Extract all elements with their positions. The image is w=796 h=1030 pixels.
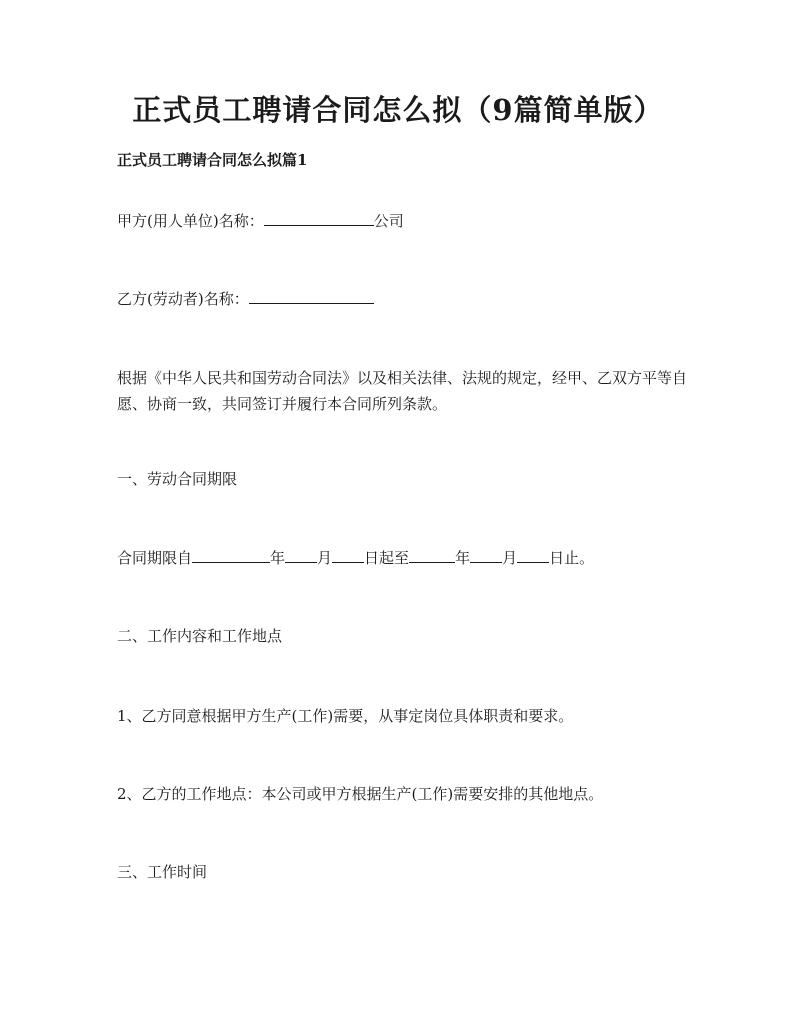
term-day-from: 日起至: [364, 549, 410, 567]
party-b-line: [117, 286, 687, 312]
contract-term-line: [117, 545, 687, 571]
party-a-line: [117, 208, 687, 234]
party-a-name-blank: [264, 209, 374, 226]
heading-work-content: 二、工作内容和工作地点: [117, 627, 283, 645]
term-month-2: 月: [502, 549, 518, 567]
intro-paragraph: 根据《中华人民共和国劳动合同法》以及相关法律、法规的规定，经甲、乙双方平等自愿、协商一致，共同签订并履行本合同所列条款。: [117, 369, 688, 413]
party-b-name-blank: [249, 287, 374, 304]
term-start-month-blank: [285, 546, 317, 563]
party-b-label: 乙方(劳动者)名称：: [117, 290, 249, 308]
term-end-day-blank: [517, 546, 549, 563]
term-month-1: 月: [317, 549, 333, 567]
document-title: 正式员工聘请合同怎么拟（9篇简单版）: [132, 93, 664, 127]
heading-work-time: 三、工作时间: [117, 863, 208, 881]
term-prefix: 合同期限自: [117, 549, 193, 567]
work-item-1: 1、乙方同意根据甲方生产(工作)需要，从事定岗位具体职责和要求。: [117, 707, 574, 725]
heading-contract-term: 一、劳动合同期限: [117, 470, 238, 488]
term-end-year-blank: [409, 546, 455, 563]
work-item-2: 2、乙方的工作地点：本公司或甲方根据生产(工作)需要安排的其他地点。: [117, 785, 604, 803]
term-year-1: 年: [270, 549, 286, 567]
section-title: 正式员工聘请合同怎么拟篇1: [117, 151, 308, 169]
term-end-month-blank: [470, 546, 502, 563]
party-a-suffix: 公司: [373, 212, 404, 230]
term-start-year-blank: [192, 546, 270, 563]
term-year-2: 年: [455, 549, 471, 567]
term-day-to: 日止。: [549, 549, 595, 567]
party-a-label: 甲方(用人单位)名称：: [117, 212, 264, 230]
term-start-day-blank: [332, 546, 364, 563]
